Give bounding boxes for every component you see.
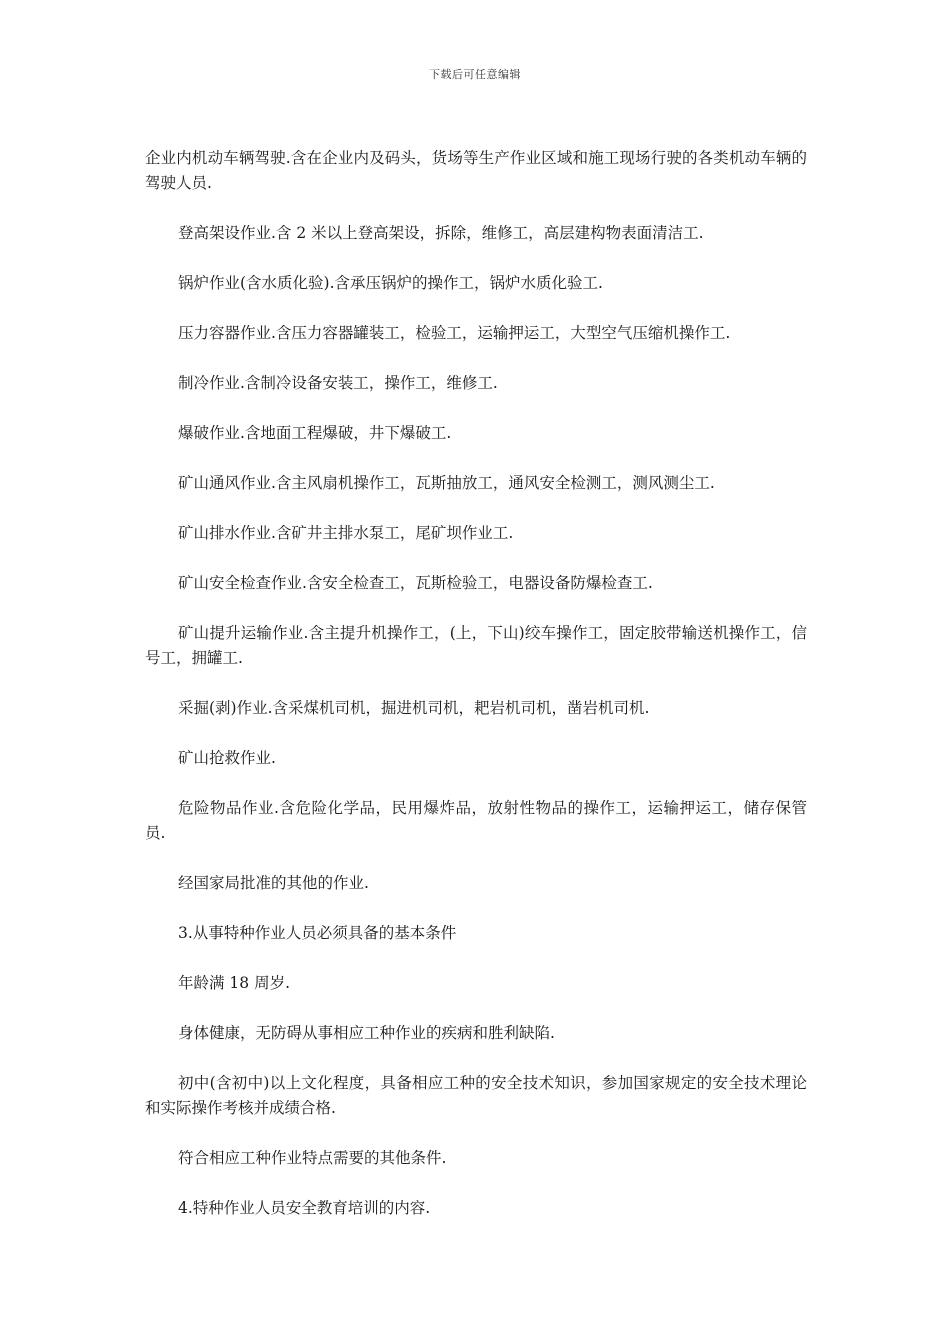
- section-heading-training-content: 4.特种作业人员安全教育培训的内容.: [178, 1199, 431, 1217]
- paragraph-other-approved: 经国家局批准的其他的作业.: [178, 874, 369, 892]
- paragraph-blasting: 爆破作业.含地面工程爆破，井下爆破工.: [178, 424, 452, 442]
- paragraph-vehicle-driving: 企业内机动车辆驾驶.含在企业内及码头，货场等生产作业区域和施工现场行驶的各类机动车辆的驾驶人员.: [145, 149, 807, 192]
- paragraph-mine-hoisting: 矿山提升运输作业.含主提升机操作工，(上，下山)绞车操作工，固定胶带输送机操作工，信号工，拥罐工.: [145, 624, 807, 667]
- paragraph-hazardous-goods: 危险物品作业.含危险化学品，民用爆炸品，放射性物品的操作工，运输押运工，储存保管员.: [145, 799, 807, 842]
- paragraph-age-requirement: 年龄满 18 周岁.: [178, 974, 291, 992]
- paragraph-excavation: 采掘(剥)作业.含采煤机司机，掘进机司机，耙岩机司机，凿岩机司机.: [178, 699, 650, 717]
- paragraph-other-conditions: 符合相应工种作业特点需要的其他条件.: [178, 1149, 447, 1167]
- paragraph-health-requirement: 身体健康，无防碍从事相应工种作业的疾病和胜利缺陷.: [178, 1024, 555, 1042]
- paragraph-height-work: 登高架设作业.含 2 米以上登高架设，拆除，维修工，高层建构物表面清洁工.: [178, 224, 704, 242]
- paragraph-mine-drainage: 矿山排水作业.含矿井主排水泵工，尾矿坝作业工.: [178, 524, 514, 542]
- paragraph-mine-safety-check: 矿山安全检查作业.含安全检查工，瓦斯检验工，电器设备防爆检查工.: [178, 574, 653, 592]
- paragraph-pressure-vessel: 压力容器作业.含压力容器罐装工，检验工，运输押运工，大型空气压缩机操作工.: [178, 324, 731, 342]
- page-header: 下载后可任意编辑: [429, 68, 521, 81]
- section-heading-basic-conditions: 3.从事特种作业人员必须具备的基本条件: [178, 924, 457, 942]
- paragraph-refrigeration: 制冷作业.含制冷设备安装工，操作工，维修工.: [178, 374, 498, 392]
- paragraph-mine-ventilation: 矿山通风作业.含主风扇机操作工，瓦斯抽放工，通风安全检测工，测风测尘工.: [178, 474, 715, 492]
- document-body: [145, 146, 807, 1246]
- paragraph-boiler-work: 锅炉作业(含水质化验).含承压锅炉的操作工，锅炉水质化验工.: [178, 274, 603, 292]
- paragraph-education-requirement: 初中(含初中)以上文化程度，具备相应工种的安全技术知识，参加国家规定的安全技术理论和实际操作考核并成绩合格.: [145, 1074, 807, 1117]
- paragraph-mine-rescue: 矿山抢救作业.: [178, 749, 276, 767]
